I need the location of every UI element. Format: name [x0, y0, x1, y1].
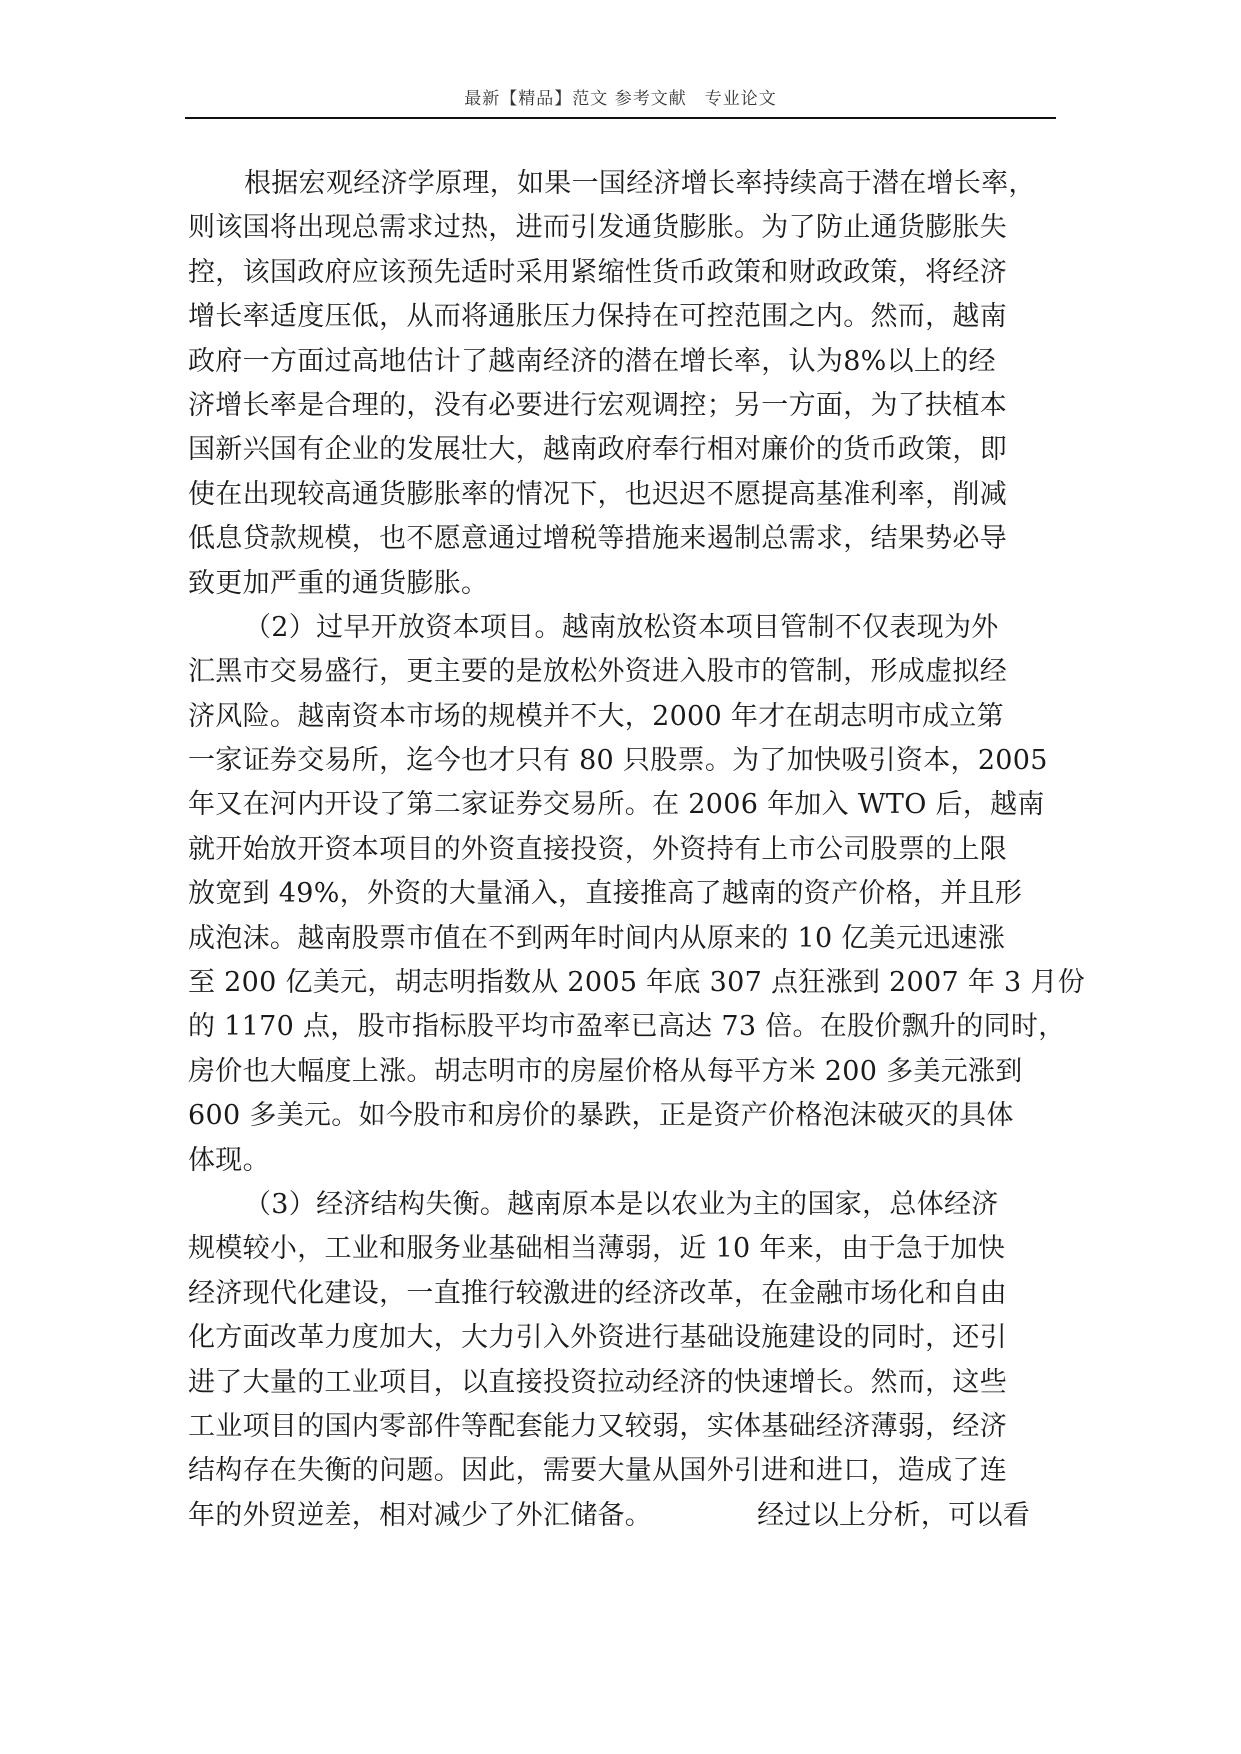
- text-line: 年又在河内开设了第二家证券交易所。在 2006 年加入 WTO 后，越南: [188, 789, 1045, 821]
- text-line: 济风险。越南资本市场的规模并不大，2000 年才在胡志明市成立第: [188, 700, 1004, 732]
- text-line: （2）过早开放资本项目。越南放松资本项目管制不仅表现为外: [244, 611, 999, 643]
- text-line: 体现。: [188, 1144, 270, 1176]
- text-line: 规模较小，工业和服务业基础相当薄弱，近 10 年来，由于急于加快: [188, 1233, 1006, 1265]
- text-line: 控，该国政府应该预先适时采用紧缩性货币政策和财政政策，将经济: [188, 256, 1007, 288]
- text-line: 低息贷款规模，也不愿意通过增税等措施来遏制总需求，结果势必导: [188, 523, 1007, 555]
- text-line: [188, 1494, 1058, 1538]
- text-line: 成泡沫。越南股票市值在不到两年时间内从原来的 10 亿美元迅速涨: [188, 922, 1006, 954]
- text-line: 经济现代化建设，一直推行较激进的经济改革，在金融市场化和自由: [188, 1277, 1007, 1309]
- text-line: 国新兴国有企业的发展壮大，越南政府奉行相对廉价的货币政策，即: [188, 434, 1007, 466]
- text-line: 致更加严重的通货膨胀。: [188, 567, 489, 599]
- text-line: 增长率适度压低，从而将通胀压力保持在可控范围之内。然而，越南: [188, 301, 1007, 333]
- text-line: 结构存在失衡的问题。因此，需要大量从国外引进和进口，造成了连: [188, 1455, 1007, 1487]
- paragraph-structure-imbalance: [188, 1183, 1058, 1538]
- page-header: 最新【精品】范文 参考文献 专业论文: [464, 89, 777, 109]
- header-divider: [185, 117, 1056, 119]
- text-line: 至 200 亿美元，胡志明指数从 2005 年底 307 点狂涨到 2007 年 3 月份: [188, 967, 1085, 999]
- text-line: 政府一方面过高地估计了越南经济的潜在增长率，认为8%以上的经: [188, 345, 996, 377]
- document-body: [188, 162, 1085, 1538]
- text-line: 放宽到 49%，外资的大量涌入，直接推高了越南的资产价格，并且形: [188, 878, 1023, 910]
- text-line: 根据宏观经济学原理，如果一国经济增长率持续高于潜在增长率，: [244, 168, 1036, 199]
- paragraph-macro-principle: [188, 162, 1058, 606]
- text-line: 则该国将出现总需求过热，进而引发通货膨胀。为了防止通货膨胀失: [188, 212, 1007, 244]
- text-line: 汇黑市交易盛行，更主要的是放松外资进入股市的管制，形成虚拟经: [188, 656, 1007, 688]
- text-line-part: 经过以上分析，可以看: [757, 1499, 1031, 1531]
- text-line: 一家证券交易所，迄今也才只有 80 只股票。为了加快吸引资本，2005: [188, 745, 1048, 777]
- text-line: 使在出现较高通货膨胀率的情况下，也迟迟不愿提高基准利率，削减: [188, 478, 1007, 510]
- text-line: 济增长率是合理的，没有必要进行宏观调控；另一方面，为了扶植本: [188, 389, 1007, 421]
- text-line-part: 年的外贸逆差，相对减少了外汇储备。: [188, 1499, 653, 1531]
- text-line: 进了大量的工业项目，以直接投资拉动经济的快速增长。然而，这些: [188, 1366, 1007, 1398]
- text-line: 就开始放开资本项目的外资直接投资，外资持有上市公司股票的上限: [188, 833, 1007, 865]
- text-line: 600 多美元。如今股市和房价的暴跌，正是资产价格泡沫破灭的具体: [188, 1100, 1014, 1132]
- text-line: 的 1170 点，股市指标股平均市盈率已高达 73 倍。在股价飘升的同时，: [188, 1011, 1066, 1043]
- text-line: 化方面改革力度加大，大力引入外资进行基础设施建设的同时，还引: [188, 1322, 1007, 1354]
- text-line: （3）经济结构失衡。越南原本是以农业为主的国家，总体经济: [244, 1188, 999, 1220]
- text-line: 工业项目的国内零部件等配套能力又较弱，实体基础经济薄弱，经济: [188, 1410, 1007, 1442]
- text-line: 房价也大幅度上涨。胡志明市的房屋价格从每平方米 200 多美元涨到: [188, 1055, 1023, 1087]
- paragraph-capital-account: [188, 606, 1085, 1183]
